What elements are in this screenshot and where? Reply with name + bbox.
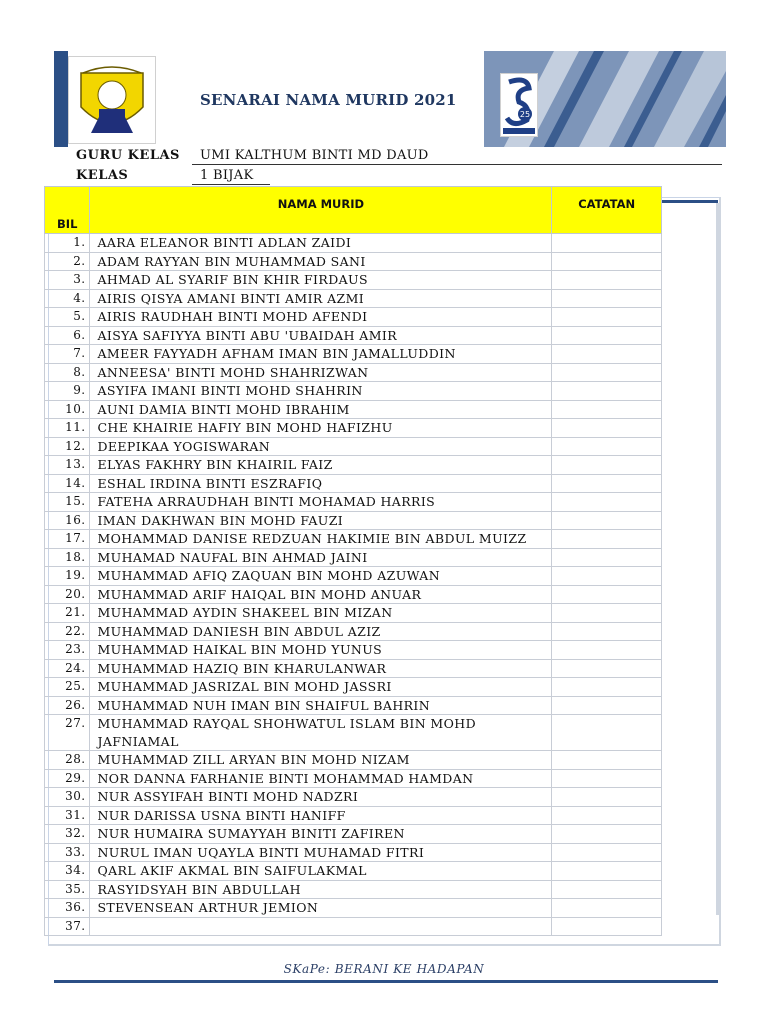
student-name: ELYAS FAKHRY BIN KHAIRIL FAIZ bbox=[90, 456, 552, 475]
row-number: 20. bbox=[45, 585, 90, 604]
catatan-cell bbox=[552, 289, 662, 308]
table-row bbox=[45, 234, 662, 253]
column-header-catatan: CATATAN bbox=[552, 187, 662, 234]
catatan-cell bbox=[552, 585, 662, 604]
row-number: 8. bbox=[45, 363, 90, 382]
table-row bbox=[45, 363, 662, 382]
student-name: MUHAMAD NAUFAL BIN AHMAD JAINI bbox=[90, 548, 552, 567]
student-name: AMEER FAYYADH AFHAM IMAN BIN JAMALLUDDIN bbox=[90, 345, 552, 364]
student-name: NURUL IMAN UQAYLA BINTI MUHAMAD FITRI bbox=[90, 843, 552, 862]
table-row bbox=[45, 678, 662, 697]
table-row bbox=[45, 604, 662, 623]
row-number: 32. bbox=[45, 825, 90, 844]
catatan-cell bbox=[552, 806, 662, 825]
row-number: 15. bbox=[45, 493, 90, 512]
row-number: 34. bbox=[45, 862, 90, 881]
table-row bbox=[45, 493, 662, 512]
row-number: 2. bbox=[45, 252, 90, 271]
row-number: 9. bbox=[45, 382, 90, 401]
catatan-cell bbox=[552, 363, 662, 382]
kelas-value: 1 BIJAK bbox=[200, 168, 254, 183]
student-name: FATEHA ARRAUDHAH BINTI MOHAMAD HARRIS bbox=[90, 493, 552, 512]
kelas-label: KELAS bbox=[76, 168, 129, 183]
student-name: NUR HUMAIRA SUMAYYAH BINITI ZAFIREN bbox=[90, 825, 552, 844]
catatan-cell bbox=[552, 696, 662, 715]
row-number: 25. bbox=[45, 678, 90, 697]
row-number: 36. bbox=[45, 899, 90, 918]
catatan-cell bbox=[552, 751, 662, 770]
catatan-cell bbox=[552, 715, 662, 751]
table-row bbox=[45, 271, 662, 290]
table-row bbox=[45, 715, 662, 751]
catatan-cell bbox=[552, 308, 662, 327]
catatan-cell bbox=[552, 345, 662, 364]
guru-kelas-label: GURU KELAS bbox=[76, 148, 180, 163]
table-row bbox=[45, 659, 662, 678]
row-number: 11. bbox=[45, 419, 90, 438]
catatan-cell bbox=[552, 530, 662, 549]
catatan-cell bbox=[552, 678, 662, 697]
table-row bbox=[45, 308, 662, 327]
table-row bbox=[45, 585, 662, 604]
row-number: 5. bbox=[45, 308, 90, 327]
catatan-cell bbox=[552, 548, 662, 567]
catatan-cell bbox=[552, 326, 662, 345]
table-row bbox=[45, 769, 662, 788]
catatan-cell bbox=[552, 456, 662, 475]
student-name: DEEPIKAA YOGISWARAN bbox=[90, 437, 552, 456]
student-name: AHMAD AL SYARIF BIN KHIR FIRDAUS bbox=[90, 271, 552, 290]
row-number: 7. bbox=[45, 345, 90, 364]
table-header-row bbox=[45, 187, 662, 234]
student-name: AISYA SAFIYYA BINTI ABU 'UBAIDAH AMIR bbox=[90, 326, 552, 345]
student-name: MUHAMMAD ZILL ARYAN BIN MOHD NIZAM bbox=[90, 751, 552, 770]
table-row bbox=[45, 530, 662, 549]
guru-kelas-value: UMI KALTHUM BINTI MD DAUD bbox=[200, 148, 429, 163]
catatan-cell bbox=[552, 843, 662, 862]
row-number: 27. bbox=[45, 715, 90, 751]
school-logo bbox=[68, 56, 156, 144]
emblem-logo bbox=[500, 73, 538, 137]
catatan-cell bbox=[552, 788, 662, 807]
catatan-cell bbox=[552, 567, 662, 586]
catatan-cell bbox=[552, 419, 662, 438]
student-name bbox=[90, 917, 552, 936]
table-row bbox=[45, 419, 662, 438]
table-row bbox=[45, 289, 662, 308]
row-number: 28. bbox=[45, 751, 90, 770]
student-name: MUHAMMAD NUH IMAN BIN SHAIFUL BAHRIN bbox=[90, 696, 552, 715]
student-name: CHE KHAIRIE HAFIY BIN MOHD HAFIZHU bbox=[90, 419, 552, 438]
student-name: ASYIFA IMANI BINTI MOHD SHAHRIN bbox=[90, 382, 552, 401]
catatan-cell bbox=[552, 825, 662, 844]
row-number: 31. bbox=[45, 806, 90, 825]
table-row bbox=[45, 806, 662, 825]
row-number: 21. bbox=[45, 604, 90, 623]
table-row bbox=[45, 917, 662, 936]
guru-kelas-underline bbox=[192, 164, 722, 165]
student-name: MUHAMMAD RAYQAL SHOHWATUL ISLAM BIN MOHD JAFNIAMAL bbox=[90, 715, 552, 751]
student-name: MUHAMMAD AYDIN SHAKEEL BIN MIZAN bbox=[90, 604, 552, 623]
student-name: NUR DARISSA USNA BINTI HANIFF bbox=[90, 806, 552, 825]
banner-left-bar bbox=[54, 51, 68, 147]
row-number: 18. bbox=[45, 548, 90, 567]
catatan-cell bbox=[552, 862, 662, 881]
table-row bbox=[45, 548, 662, 567]
student-name: AIRIS QISYA AMANI BINTI AMIR AZMI bbox=[90, 289, 552, 308]
student-name: ESHAL IRDINA BINTI ESZRAFIQ bbox=[90, 474, 552, 493]
row-number: 26. bbox=[45, 696, 90, 715]
row-number: 37. bbox=[45, 917, 90, 936]
table-row bbox=[45, 862, 662, 881]
row-number: 10. bbox=[45, 400, 90, 419]
table-row bbox=[45, 252, 662, 271]
row-number: 23. bbox=[45, 641, 90, 660]
table-row bbox=[45, 696, 662, 715]
table-row bbox=[45, 437, 662, 456]
row-number: 16. bbox=[45, 511, 90, 530]
catatan-cell bbox=[552, 252, 662, 271]
column-header-nama-murid: NAMA MURID bbox=[90, 187, 552, 234]
catatan-cell bbox=[552, 604, 662, 623]
table-row bbox=[45, 382, 662, 401]
row-number: 30. bbox=[45, 788, 90, 807]
table-row bbox=[45, 400, 662, 419]
row-number: 4. bbox=[45, 289, 90, 308]
table-row bbox=[45, 511, 662, 530]
table-row bbox=[45, 788, 662, 807]
student-name: NOR DANNA FARHANIE BINTI MOHAMMAD HAMDAN bbox=[90, 769, 552, 788]
catatan-cell bbox=[552, 271, 662, 290]
student-table bbox=[44, 186, 662, 936]
catatan-cell bbox=[552, 899, 662, 918]
catatan-cell bbox=[552, 641, 662, 660]
kelas-underline bbox=[192, 184, 270, 185]
row-number: 22. bbox=[45, 622, 90, 641]
student-name: ANNEESA' BINTI MOHD SHAHRIZWAN bbox=[90, 363, 552, 382]
page-banner bbox=[54, 51, 726, 147]
student-name: ADAM RAYYAN BIN MUHAMMAD SANI bbox=[90, 252, 552, 271]
row-number: 29. bbox=[45, 769, 90, 788]
student-name: MUHAMMAD ARIF HAIQAL BIN MOHD ANUAR bbox=[90, 585, 552, 604]
row-number: 24. bbox=[45, 659, 90, 678]
catatan-cell bbox=[552, 769, 662, 788]
table-row bbox=[45, 474, 662, 493]
footer-motto: SKaPe: BERANI KE HADAPAN bbox=[283, 962, 485, 976]
table-row bbox=[45, 641, 662, 660]
row-number: 3. bbox=[45, 271, 90, 290]
row-number: 35. bbox=[45, 880, 90, 899]
catatan-cell bbox=[552, 493, 662, 512]
page-title: SENARAI NAMA MURID 2021 bbox=[200, 91, 457, 109]
student-name: MUHAMMAD DANIESH BIN ABDUL AZIZ bbox=[90, 622, 552, 641]
table-row bbox=[45, 899, 662, 918]
row-number: 33. bbox=[45, 843, 90, 862]
catatan-cell bbox=[552, 474, 662, 493]
column-header-bil: BIL bbox=[45, 187, 90, 234]
catatan-cell bbox=[552, 622, 662, 641]
catatan-cell bbox=[552, 880, 662, 899]
row-number: 14. bbox=[45, 474, 90, 493]
emblem-number: 25 bbox=[519, 110, 531, 119]
row-number: 6. bbox=[45, 326, 90, 345]
student-name: NUR ASSYIFAH BINTI MOHD NADZRI bbox=[90, 788, 552, 807]
student-name: AIRIS RAUDHAH BINTI MOHD AFENDI bbox=[90, 308, 552, 327]
frame-shadow bbox=[716, 203, 720, 915]
catatan-cell bbox=[552, 437, 662, 456]
catatan-cell bbox=[552, 382, 662, 401]
catatan-cell bbox=[552, 400, 662, 419]
catatan-cell bbox=[552, 234, 662, 253]
student-name: MUHAMMAD AFIQ ZAQUAN BIN MOHD AZUWAN bbox=[90, 567, 552, 586]
row-number: 17. bbox=[45, 530, 90, 549]
student-name: MUHAMMAD HAIKAL BIN MOHD YUNUS bbox=[90, 641, 552, 660]
table-row bbox=[45, 456, 662, 475]
student-name: IMAN DAKHWAN BIN MOHD FAUZI bbox=[90, 511, 552, 530]
student-name: RASYIDSYAH BIN ABDULLAH bbox=[90, 880, 552, 899]
table-row bbox=[45, 622, 662, 641]
student-name: AARA ELEANOR BINTI ADLAN ZAIDI bbox=[90, 234, 552, 253]
table-row bbox=[45, 880, 662, 899]
row-number: 13. bbox=[45, 456, 90, 475]
student-name: STEVENSEAN ARTHUR JEMION bbox=[90, 899, 552, 918]
table-body bbox=[45, 234, 662, 936]
row-number: 19. bbox=[45, 567, 90, 586]
frame-accent-line bbox=[662, 200, 718, 203]
table-row bbox=[45, 326, 662, 345]
catatan-cell bbox=[552, 659, 662, 678]
table-row bbox=[45, 567, 662, 586]
student-name: QARL AKIF AKMAL BIN SAIFULAKMAL bbox=[90, 862, 552, 881]
catatan-cell bbox=[552, 511, 662, 530]
footer-line bbox=[54, 980, 718, 983]
student-name: MUHAMMAD JASRIZAL BIN MOHD JASSRI bbox=[90, 678, 552, 697]
table-row bbox=[45, 843, 662, 862]
table-row bbox=[45, 825, 662, 844]
catatan-cell bbox=[552, 917, 662, 936]
student-name: MOHAMMAD DANISE REDZUAN HAKIMIE BIN ABDUL MUIZZ bbox=[90, 530, 552, 549]
table-row bbox=[45, 345, 662, 364]
row-number: 1. bbox=[45, 234, 90, 253]
student-name: MUHAMMAD HAZIQ BIN KHARULANWAR bbox=[90, 659, 552, 678]
row-number: 12. bbox=[45, 437, 90, 456]
student-name: AUNI DAMIA BINTI MOHD IBRAHIM bbox=[90, 400, 552, 419]
table-row bbox=[45, 751, 662, 770]
